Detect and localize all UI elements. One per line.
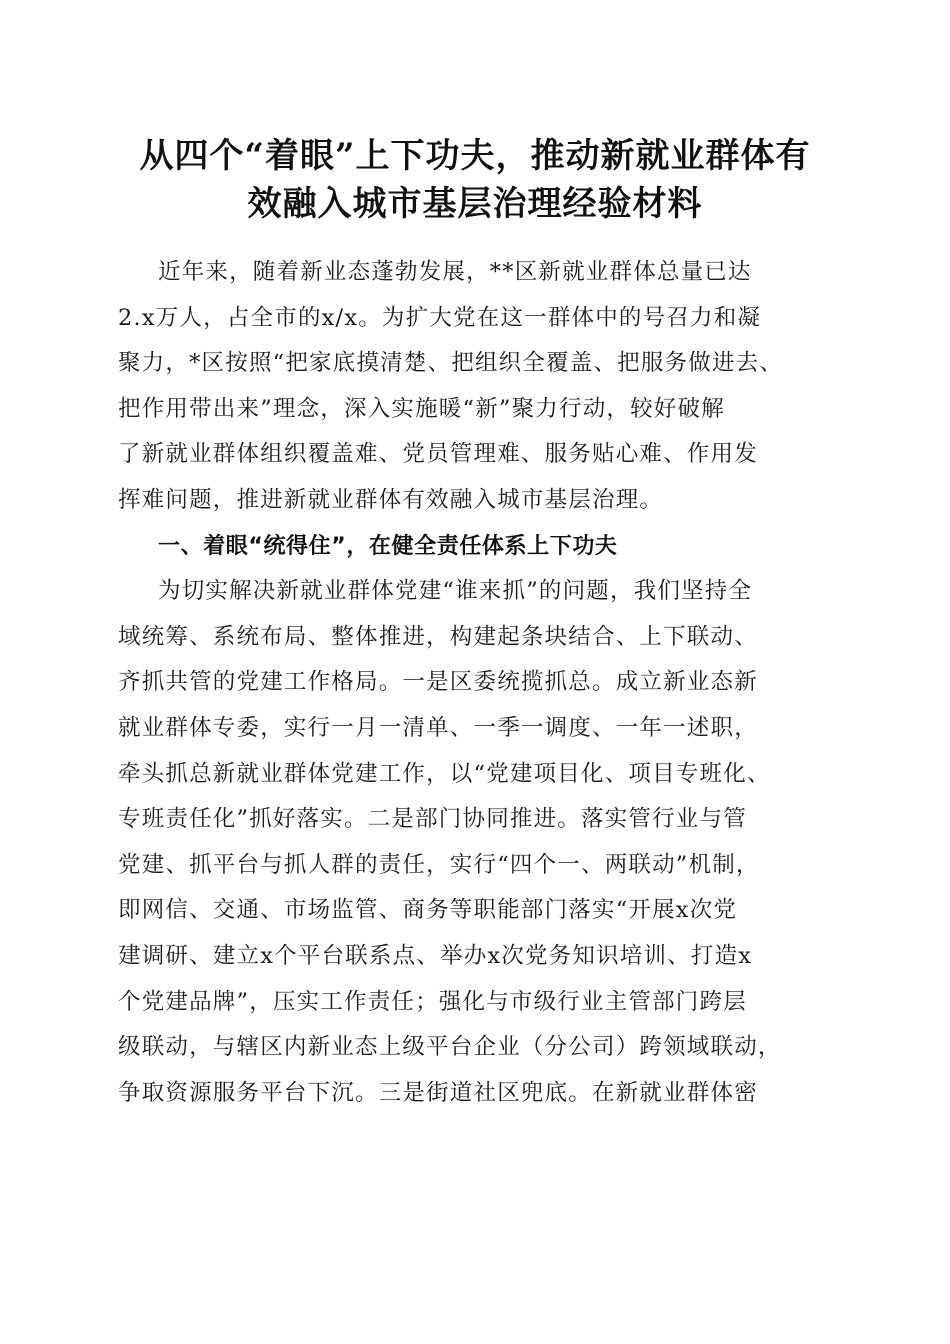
section-heading: 一、着眼“统得住”，在健全责任体系上下功夫 [158,533,618,559]
intro-paragraph-line: 把作用带出来”理念，深入实施暖“新”聚力行动，较好破解 [118,395,725,422]
section-paragraph-line: 个党建品牌”，压实工作责任；强化与市级行业主管部门跨层 [118,988,747,1015]
section-paragraph-line: 牵头抓总新就业群体党建工作，以“党建项目化、项目专班化、 [118,760,771,787]
title-line: 效融入城市基层治理经验材料 [247,184,703,224]
intro-paragraph-line: 挥难问题，推进新就业群体有效融入城市基层治理。 [118,486,664,513]
section-paragraph-line: 齐抓共管的党建工作格局。一是区委统揽抓总。成立新业态新 [118,669,758,696]
section-paragraph-line: 争取资源服务平台下沉。三是街道社区兜底。在新就业群体密 [118,1079,758,1106]
document-title [100,132,850,228]
intro-paragraph-line: 近年来，随着新业态蓬勃发展，**区新就业群体总量已达 [158,259,752,285]
section-paragraph-line: 建调研、建立x个平台联系点、举办x次党务知识培训、打造x [118,942,753,969]
section-paragraph-line: 域统筹、系统布局、整体推进，构建起条块结合、上下联动、 [118,623,758,650]
section-paragraph-line: 就业群体专委，实行一月一清单、一季一调度、一年一述职， [118,714,758,741]
intro-paragraph-line: 2.x万人，占全市的x/x。为扩大党在这一群体中的号召力和凝 [118,304,762,331]
section-paragraph-line: 党建、抓平台与抓人群的责任，实行“四个一、两联动”机制， [118,851,760,878]
title-line: 从四个“着眼”上下功夫，推动新就业群体有 [139,136,811,176]
document-body [118,250,846,1116]
section-paragraph-line: 即网信、交通、市场监管、商务等职能部门落实“开展x次党 [118,897,738,924]
intro-paragraph-line: 聚力，*区按照“把家底摸清楚、把组织全覆盖、把服务做进去、 [118,350,784,377]
section-paragraph-line: 级联动，与辖区内新业态上级平台企业（分公司）跨领域联动， [118,1034,782,1061]
section-paragraph-line: 为切实解决新就业群体党建“谁来抓”的问题，我们坚持全 [158,578,753,605]
section-paragraph-line: 专班责任化”抓好落实。二是部门协同推进。落实管行业与管 [118,806,747,833]
intro-paragraph-line: 了新就业群体组织覆盖难、党员管理难、服务贴心难、作用发 [118,441,758,468]
